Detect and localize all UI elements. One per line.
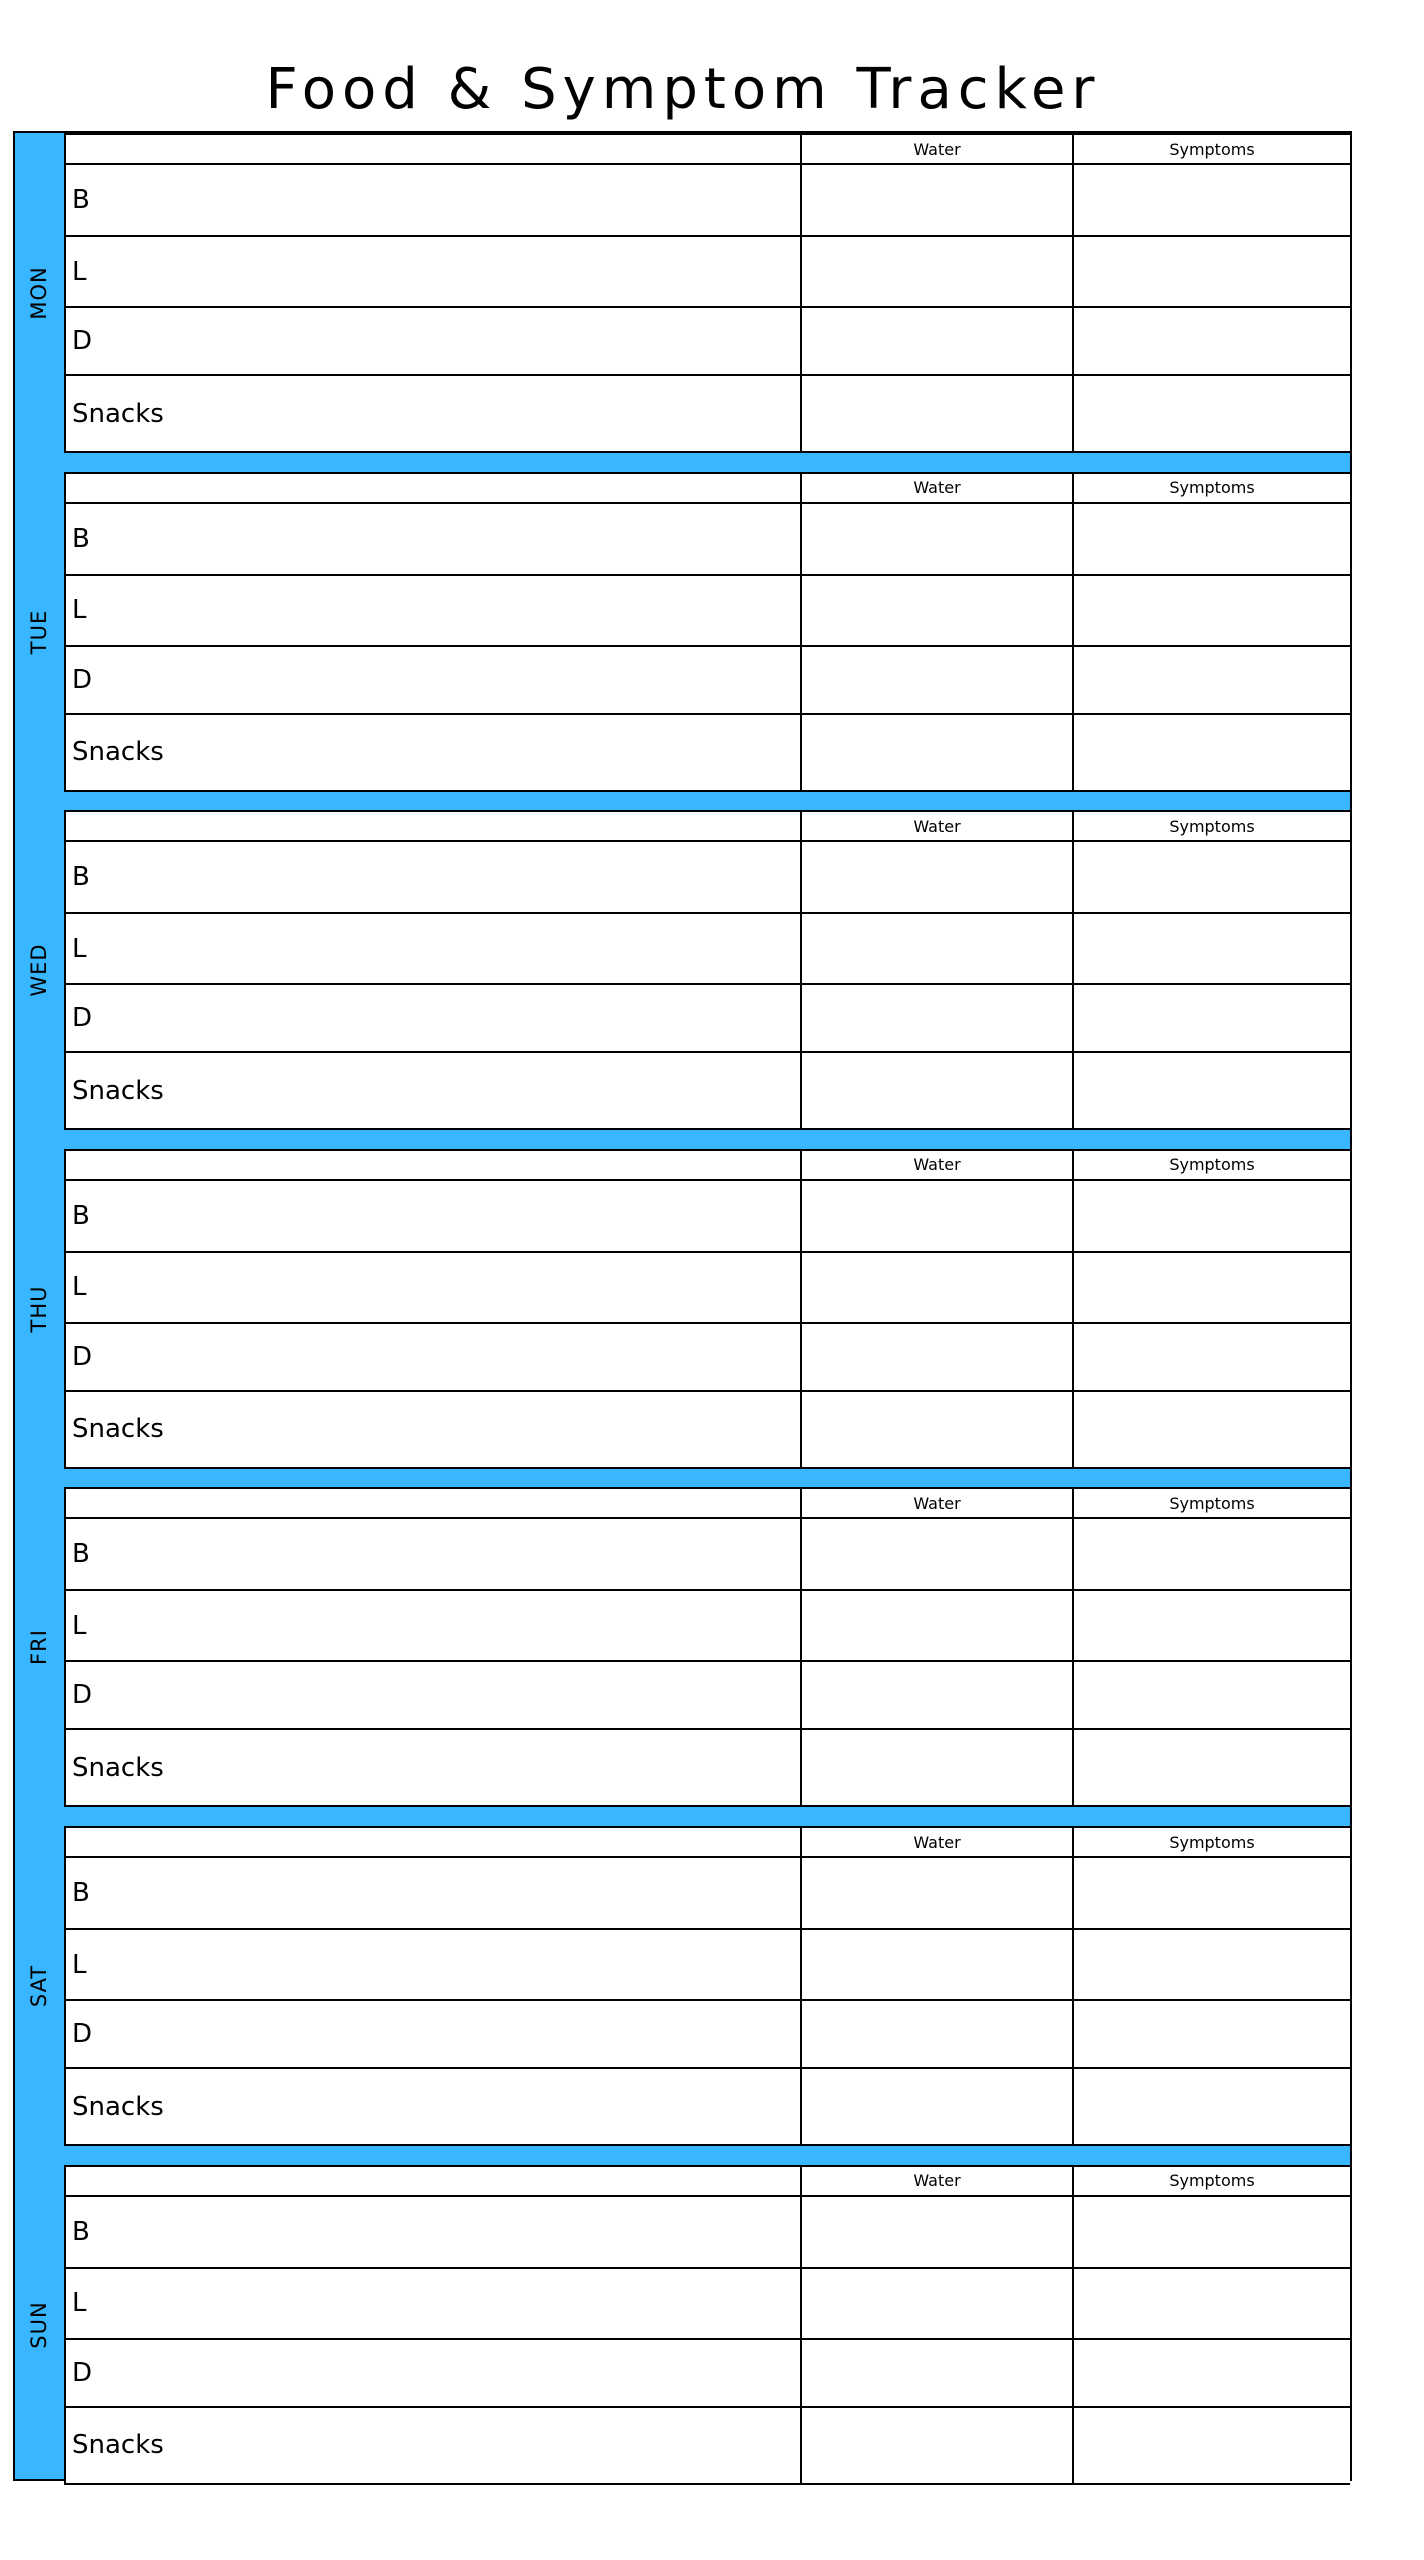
meal-label: L <box>72 1272 87 1303</box>
meal-row-snacks <box>66 715 1350 790</box>
symptoms-header-label: Symptoms <box>1169 2171 1255 2191</box>
column-header-row <box>66 1151 1350 1181</box>
day-grid <box>64 810 1350 1130</box>
food-entry-cell[interactable] <box>66 1253 802 1322</box>
meal-row-d <box>66 647 1350 715</box>
weekly-tracker-table <box>13 131 1352 2481</box>
water-entry-cell[interactable] <box>802 2069 1074 2144</box>
water-header-label: Water <box>913 478 961 498</box>
symptoms-header-label: Symptoms <box>1169 139 1255 159</box>
meal-row-b <box>66 1181 1350 1253</box>
water-header-cell <box>802 1828 1074 1856</box>
meal-label: B <box>72 2216 90 2247</box>
meal-label: Snacks <box>72 1414 164 1445</box>
symptoms-entry-cell[interactable] <box>1074 504 1350 574</box>
meal-label: Snacks <box>72 1075 164 1106</box>
meal-label: B <box>72 523 90 554</box>
food-entry-cell[interactable] <box>66 2408 802 2483</box>
symptoms-header-cell <box>1074 2167 1350 2195</box>
food-entry-cell[interactable] <box>66 1519 802 1589</box>
symptoms-entry-cell[interactable] <box>1074 1053 1350 1128</box>
water-header-cell <box>802 1151 1074 1179</box>
day-grid <box>64 1487 1350 1807</box>
meal-label: Snacks <box>72 2091 164 2122</box>
food-entry-cell[interactable] <box>66 842 802 912</box>
food-entry-cell[interactable] <box>66 1662 802 1728</box>
day-label <box>15 2165 63 2485</box>
symptoms-entry-cell[interactable] <box>1074 914 1350 983</box>
water-entry-cell[interactable] <box>802 2340 1074 2406</box>
water-entry-cell[interactable] <box>802 576 1074 645</box>
meal-label: B <box>72 1539 90 1570</box>
water-entry-cell[interactable] <box>802 2197 1074 2267</box>
meal-row-l <box>66 1253 1350 1324</box>
food-entry-cell[interactable] <box>66 2001 802 2067</box>
meal-row-snacks <box>66 1392 1350 1467</box>
food-entry-cell[interactable] <box>66 2269 802 2338</box>
water-entry-cell[interactable] <box>802 504 1074 574</box>
water-entry-cell[interactable] <box>802 1392 1074 1467</box>
meal-label: D <box>72 1680 93 1711</box>
water-entry-cell[interactable] <box>802 1591 1074 1660</box>
water-entry-cell[interactable] <box>802 1930 1074 1999</box>
food-entry-cell[interactable] <box>66 376 802 451</box>
day-label-text: TUE <box>27 609 51 654</box>
food-header-cell <box>66 1828 802 1856</box>
meal-label: Snacks <box>72 1752 164 1783</box>
water-entry-cell[interactable] <box>802 1181 1074 1251</box>
water-entry-cell[interactable] <box>802 1519 1074 1589</box>
meal-label: L <box>72 2288 87 2319</box>
water-header-label: Water <box>913 816 961 836</box>
food-header-cell <box>66 1151 802 1179</box>
page-title: Food & Symptom Tracker <box>265 57 1101 122</box>
day-label-text: THU <box>27 1285 51 1333</box>
day-block-mon <box>15 133 1350 453</box>
meal-row-snacks <box>66 376 1350 451</box>
day-block-sat <box>15 1826 1350 2146</box>
meal-label: Snacks <box>72 737 164 768</box>
water-header-label: Water <box>913 1155 961 1175</box>
day-label <box>15 133 63 453</box>
food-header-cell <box>66 2167 802 2195</box>
symptoms-header-label: Symptoms <box>1169 816 1255 836</box>
water-header-label: Water <box>913 1493 961 1513</box>
meal-row-b <box>66 2197 1350 2269</box>
symptoms-entry-cell[interactable] <box>1074 1253 1350 1322</box>
symptoms-entry-cell[interactable] <box>1074 1662 1350 1728</box>
water-header-cell <box>802 1489 1074 1517</box>
meal-label: L <box>72 595 87 626</box>
water-entry-cell[interactable] <box>802 842 1074 912</box>
meal-label: L <box>72 1949 87 1980</box>
food-entry-cell[interactable] <box>66 576 802 645</box>
day-block-wed <box>15 810 1350 1130</box>
food-entry-cell[interactable] <box>66 1181 802 1251</box>
symptoms-header-label: Symptoms <box>1169 478 1255 498</box>
meal-label: D <box>72 664 93 695</box>
water-entry-cell[interactable] <box>802 2269 1074 2338</box>
symptoms-header-cell <box>1074 1828 1350 1856</box>
day-block-thu <box>15 1149 1350 1469</box>
meal-row-l <box>66 1591 1350 1662</box>
meal-row-b <box>66 1858 1350 1930</box>
food-entry-cell[interactable] <box>66 308 802 374</box>
symptoms-header-cell <box>1074 1489 1350 1517</box>
water-entry-cell[interactable] <box>802 1858 1074 1928</box>
meal-row-d <box>66 2340 1350 2408</box>
water-header-cell <box>802 2167 1074 2195</box>
meal-label: D <box>72 1341 93 1372</box>
food-entry-cell[interactable] <box>66 1858 802 1928</box>
symptoms-entry-cell[interactable] <box>1074 2197 1350 2267</box>
water-entry-cell[interactable] <box>802 2001 1074 2067</box>
water-header-label: Water <box>913 2171 961 2191</box>
symptoms-entry-cell[interactable] <box>1074 2269 1350 2338</box>
symptoms-entry-cell[interactable] <box>1074 1181 1350 1251</box>
water-entry-cell[interactable] <box>802 376 1074 451</box>
meal-label: Snacks <box>72 398 164 429</box>
meal-row-d <box>66 2001 1350 2069</box>
meal-label: L <box>72 256 87 287</box>
food-entry-cell[interactable] <box>66 2197 802 2267</box>
column-header-row <box>66 1828 1350 1858</box>
food-entry-cell[interactable] <box>66 1053 802 1128</box>
food-entry-cell[interactable] <box>66 1392 802 1467</box>
water-entry-cell[interactable] <box>802 914 1074 983</box>
meal-label: B <box>72 1200 90 1231</box>
symptoms-header-cell <box>1074 135 1350 163</box>
day-label <box>15 1149 63 1469</box>
meal-label: L <box>72 1610 87 1641</box>
food-entry-cell[interactable] <box>66 914 802 983</box>
food-entry-cell[interactable] <box>66 1591 802 1660</box>
symptoms-entry-cell[interactable] <box>1074 1858 1350 1928</box>
symptoms-entry-cell[interactable] <box>1074 985 1350 1051</box>
symptoms-header-cell <box>1074 1151 1350 1179</box>
meal-row-b <box>66 504 1350 576</box>
water-entry-cell[interactable] <box>802 1324 1074 1390</box>
symptoms-header-label: Symptoms <box>1169 1155 1255 1175</box>
symptoms-entry-cell[interactable] <box>1074 1730 1350 1805</box>
day-label-text: SAT <box>27 1964 51 2008</box>
meal-label: D <box>72 326 93 356</box>
meal-row-d <box>66 1662 1350 1730</box>
day-label-text: MON <box>27 266 51 320</box>
food-entry-cell[interactable] <box>66 2069 802 2144</box>
symptoms-entry-cell[interactable] <box>1074 2408 1350 2483</box>
day-grid <box>64 133 1350 453</box>
water-entry-cell[interactable] <box>802 985 1074 1051</box>
food-entry-cell[interactable] <box>66 1930 802 1999</box>
meal-label: D <box>72 2019 93 2049</box>
water-entry-cell[interactable] <box>802 308 1074 374</box>
day-block-tue <box>15 472 1350 792</box>
meal-row-d <box>66 308 1350 376</box>
meal-label: Snacks <box>72 2430 164 2461</box>
symptoms-entry-cell[interactable] <box>1074 647 1350 713</box>
symptoms-entry-cell[interactable] <box>1074 1324 1350 1390</box>
meal-row-b <box>66 1519 1350 1591</box>
day-label <box>15 1487 63 1807</box>
food-entry-cell[interactable] <box>66 165 802 235</box>
water-entry-cell[interactable] <box>802 647 1074 713</box>
meal-row-l <box>66 1930 1350 2001</box>
food-entry-cell[interactable] <box>66 715 802 790</box>
water-header-cell <box>802 812 1074 840</box>
water-entry-cell[interactable] <box>802 1053 1074 1128</box>
water-entry-cell[interactable] <box>802 715 1074 790</box>
meal-label: B <box>72 185 90 215</box>
meal-row-snacks <box>66 1053 1350 1128</box>
symptoms-header-cell <box>1074 474 1350 502</box>
day-label-text: SUN <box>27 2300 51 2349</box>
day-label <box>15 810 63 1130</box>
symptoms-entry-cell[interactable] <box>1074 576 1350 645</box>
day-grid <box>64 1149 1350 1469</box>
water-entry-cell[interactable] <box>802 237 1074 306</box>
water-entry-cell[interactable] <box>802 1730 1074 1805</box>
meal-row-l <box>66 237 1350 308</box>
day-label <box>15 1826 63 2146</box>
food-header-cell <box>66 474 802 502</box>
food-entry-cell[interactable] <box>66 1730 802 1805</box>
water-header-label: Water <box>913 1832 961 1852</box>
day-label <box>15 472 63 792</box>
symptoms-header-label: Symptoms <box>1169 1493 1255 1513</box>
meal-row-d <box>66 1324 1350 1392</box>
food-header-cell <box>66 1489 802 1517</box>
water-entry-cell[interactable] <box>802 1662 1074 1728</box>
meal-label: B <box>72 1878 90 1908</box>
meal-row-d <box>66 985 1350 1053</box>
symptoms-entry-cell[interactable] <box>1074 1930 1350 1999</box>
meal-row-l <box>66 576 1350 647</box>
water-entry-cell[interactable] <box>802 2408 1074 2483</box>
symptoms-header-label: Symptoms <box>1169 1832 1255 1852</box>
meal-label: D <box>72 2357 93 2388</box>
symptoms-entry-cell[interactable] <box>1074 237 1350 306</box>
meal-row-l <box>66 914 1350 985</box>
symptoms-entry-cell[interactable] <box>1074 308 1350 374</box>
meal-row-b <box>66 842 1350 914</box>
symptoms-entry-cell[interactable] <box>1074 376 1350 451</box>
water-entry-cell[interactable] <box>802 165 1074 235</box>
symptoms-entry-cell[interactable] <box>1074 2001 1350 2067</box>
column-header-row <box>66 135 1350 165</box>
meal-label: B <box>72 862 90 893</box>
day-grid <box>64 2165 1350 2485</box>
meal-row-snacks <box>66 2408 1350 2483</box>
food-entry-cell[interactable] <box>66 1324 802 1390</box>
symptoms-entry-cell[interactable] <box>1074 2069 1350 2144</box>
food-entry-cell[interactable] <box>66 504 802 574</box>
meal-row-snacks <box>66 2069 1350 2144</box>
symptoms-entry-cell[interactable] <box>1074 165 1350 235</box>
meal-label: D <box>72 1003 93 1034</box>
symptoms-entry-cell[interactable] <box>1074 715 1350 790</box>
water-header-cell <box>802 474 1074 502</box>
column-header-row <box>66 1489 1350 1519</box>
food-entry-cell[interactable] <box>66 237 802 306</box>
food-entry-cell[interactable] <box>66 985 802 1051</box>
symptoms-header-cell <box>1074 812 1350 840</box>
day-grid <box>64 472 1350 792</box>
day-block-sun <box>15 2165 1350 2485</box>
food-header-cell <box>66 812 802 840</box>
water-header-label: Water <box>913 139 961 159</box>
symptoms-entry-cell[interactable] <box>1074 1392 1350 1467</box>
meal-row-snacks <box>66 1730 1350 1805</box>
column-header-row <box>66 2167 1350 2197</box>
day-block-fri <box>15 1487 1350 1807</box>
food-entry-cell[interactable] <box>66 2340 802 2406</box>
column-header-row <box>66 474 1350 504</box>
column-header-row <box>66 812 1350 842</box>
symptoms-entry-cell[interactable] <box>1074 2340 1350 2406</box>
symptoms-entry-cell[interactable] <box>1074 1591 1350 1660</box>
day-label-text: FRI <box>27 1629 51 1666</box>
symptoms-entry-cell[interactable] <box>1074 1519 1350 1589</box>
water-entry-cell[interactable] <box>802 1253 1074 1322</box>
symptoms-entry-cell[interactable] <box>1074 842 1350 912</box>
food-entry-cell[interactable] <box>66 647 802 713</box>
day-label-text: WED <box>27 943 51 997</box>
food-header-cell <box>66 135 802 163</box>
water-header-cell <box>802 135 1074 163</box>
meal-row-l <box>66 2269 1350 2340</box>
meal-row-b <box>66 165 1350 237</box>
meal-label: L <box>72 933 87 964</box>
day-grid <box>64 1826 1350 2146</box>
